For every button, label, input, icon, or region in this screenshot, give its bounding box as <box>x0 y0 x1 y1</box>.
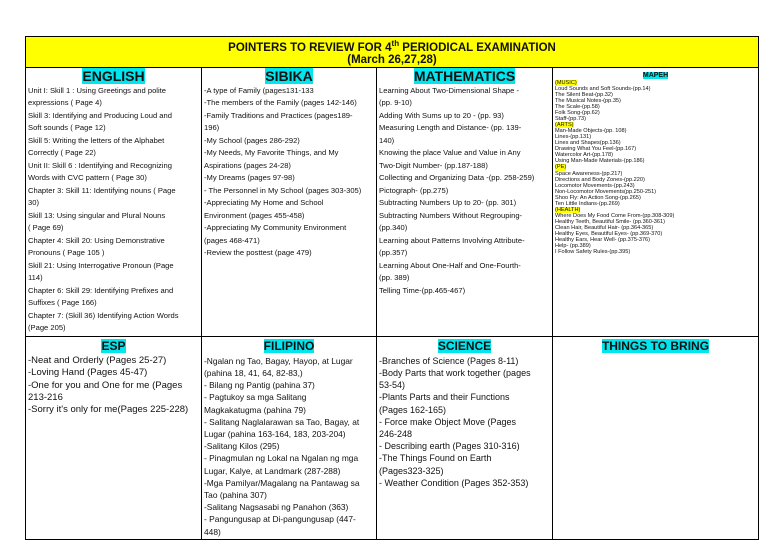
list-item: (pp. 389) <box>379 273 410 283</box>
list-item: (pp. 9-10) <box>379 98 412 108</box>
list-item: Folk Song-(pp.62) <box>555 110 600 117</box>
mathematics-heading: MATHEMATICS <box>413 67 516 84</box>
list-item: Shoo Fly: An Action Song-(pp.265) <box>555 194 641 201</box>
list-item: -My Needs, My Favorite Things, and My <box>204 148 339 158</box>
list-item: Chapter 3: Skill 11: Identifying nouns ( Page <box>28 185 176 195</box>
list-item: Chapter 4: Skill 20: Using Demonstrative <box>28 235 165 245</box>
list-item: Staff-(pp.73) <box>555 116 586 123</box>
list-item: Correctly ( Page 22) <box>28 148 96 158</box>
list-item: Measuring Length and Distance- (pp. 139- <box>379 123 522 133</box>
list-item: - The Personnel in My School (pages 303-305) <box>204 185 362 195</box>
filipino-cell <box>202 336 377 539</box>
sibika-heading: SIBIKA <box>265 67 313 84</box>
list-item: (pp.357) <box>379 248 408 258</box>
list-item: Skill 5: Writing the letters of the Alphabet <box>28 135 165 145</box>
list-item: - Pangungusap at Di-pangungusap (447- <box>204 514 356 525</box>
list-item: The Silent Beat-(pp.32) <box>555 91 613 98</box>
esp-topic-list <box>28 355 199 417</box>
science-topic-list <box>379 355 550 489</box>
mapeh-topic-list <box>555 80 756 255</box>
filipino-heading: FILIPINO <box>263 338 315 353</box>
list-item: (pages 468-471) <box>204 235 260 245</box>
list-item: Unit II: Skill 6 : Identifying and Recognizing <box>28 160 172 170</box>
sibika-topic-list <box>204 85 374 260</box>
list-item: -Mga Pamilyar/Magalang na Pantawag sa <box>204 477 360 488</box>
science-cell <box>377 336 553 539</box>
list-item: Subtracting Numbers Up to 20- (pp. 301) <box>379 198 517 208</box>
subjects-row-1 <box>26 67 759 336</box>
list-item: (Pages 162-165) <box>379 404 447 415</box>
mathematics-cell <box>377 67 553 336</box>
list-item: -Salitang Nagsasabi ng Panahon (363) <box>204 502 349 513</box>
list-item: 140) <box>379 135 395 145</box>
mapeh-section-label: (HEALTH) <box>555 206 581 213</box>
list-item: Pronouns ( Page 105 ) <box>28 248 105 258</box>
list-item: The Musical Notes-(pp.35) <box>555 97 621 104</box>
list-item: Clean Hair, Beautiful Hair- (pp.364-365) <box>555 224 654 231</box>
exam-dates: (March 26,27,28) <box>347 54 437 67</box>
mapeh-heading: MAPEH <box>642 71 669 79</box>
page-title: POINTERS TO REVIEW FOR 4th PERIODICAL EXAMINATION <box>228 39 556 54</box>
mathematics-topic-list <box>379 85 550 298</box>
list-item: -My Dreams (pages 97-98) <box>204 173 295 183</box>
list-item: Healthy Teeth, Beautiful Smile- (pp.360-361) <box>555 218 665 225</box>
english-cell <box>26 67 202 336</box>
list-item: I Follow Safety Rules-(pp.395) <box>555 249 631 256</box>
list-item: Non-Locomotor Movements(pp.250-251) <box>555 188 657 195</box>
list-item: Healthy Eyes, Beautiful Eyes- (pp.369-370) <box>555 231 663 237</box>
list-item: Magkakatugma (pahina 79) <box>204 404 306 415</box>
list-item: -Review the posttest (page 479) <box>204 248 312 258</box>
list-item: -Plants Parts and their Functions <box>379 392 510 403</box>
list-item: 196) <box>204 123 220 133</box>
list-item: Collecting and Organizing Data -(pp. 258-259) <box>379 173 535 183</box>
science-heading: SCIENCE <box>437 338 492 353</box>
list-item: 448) <box>204 526 221 537</box>
list-item: ( Page 69) <box>28 223 64 233</box>
list-item: Healthy Ears, Hear Well- (pp.375-376) <box>555 237 651 244</box>
list-item: (Page 205) <box>28 323 66 333</box>
list-item: Skill 3: Identifying and Producing Loud and <box>28 110 172 120</box>
list-item: Help- (pp.389) <box>555 243 591 250</box>
list-item: Unit I: Skill 1 : Using Greetings and polite <box>28 85 167 95</box>
list-item: - Force make Object Move (Pages <box>379 416 517 427</box>
subjects-row-2 <box>26 336 759 539</box>
list-item: Words with CVC pattern ( Page 30) <box>28 173 147 183</box>
list-item: Learning About One-Half and One-Fourth- <box>379 260 521 270</box>
list-item: Telling Time-(pp.465-467) <box>379 285 466 295</box>
list-item: Chapter 6: Skill 29: Identifying Prefixes and <box>28 285 174 295</box>
list-item: -Body Parts that work together (pages <box>379 368 531 379</box>
list-item: - Describing earth (Pages 310-316) <box>379 441 520 452</box>
sibika-cell <box>202 67 377 336</box>
list-item: 53-54) <box>379 380 406 391</box>
list-item: Learning about Patterns Involving Attribute- <box>379 235 525 245</box>
list-item: Using Man-Made Materials-(pp.186) <box>555 158 645 165</box>
list-item: - Salitang Naglalarawan sa Tao, Bagay, at <box>204 416 360 427</box>
list-item: (Pages323-325) <box>379 465 444 476</box>
list-item: -One for you and One for me (Pages <box>28 379 183 391</box>
list-item: Locomotor Movements-(pp.243) <box>555 182 635 189</box>
list-item: (pp.340) <box>379 223 408 233</box>
list-item: Lines and Shapes(pp.136) <box>555 140 621 147</box>
list-item: -Salitang Kilos (295) <box>204 441 280 452</box>
esp-cell <box>26 336 202 539</box>
things-cell <box>553 336 759 539</box>
list-item: 30) <box>28 198 39 208</box>
list-item: -Sorry it's only for me(Pages 225-228) <box>28 404 189 416</box>
list-item: -The members of the Family (pages 142-146) <box>204 98 357 108</box>
list-item: Aspirations (pages 24-28) <box>204 160 291 170</box>
english-heading: ENGLISH <box>82 67 145 84</box>
review-table <box>25 36 759 540</box>
list-item: Skill 21: Using Interrogative Pronoun (Page <box>28 260 174 270</box>
list-item: Space Awareness-(pp.217) <box>555 170 623 177</box>
list-item: Lugar (pahina 163-164, 183, 203-204) <box>204 429 346 440</box>
list-item: Environment (pages 455-458) <box>204 210 305 220</box>
things-to-bring-heading: THINGS TO BRING <box>601 338 710 353</box>
list-item: Knowing the place Value and Value in Any <box>379 148 521 158</box>
list-item: -The Things Found on Earth <box>379 453 492 464</box>
list-item: -Neat and Orderly (Pages 25-27) <box>28 354 167 366</box>
list-item: - Pinagmulan ng Lokal na Ngalan ng mga <box>204 453 359 464</box>
list-item: Pictograph- (pp.275) <box>379 185 449 195</box>
list-item: Subtracting Numbers Without Regrouping- <box>379 210 523 220</box>
title-row <box>26 37 759 68</box>
mapeh-section-label: (MUSIC) <box>555 79 577 86</box>
list-item: (pahina 18, 41, 64, 82-83,) <box>204 368 303 379</box>
list-item: Man-Made Objects-(pp. 108) <box>555 128 627 135</box>
list-item: -Family Traditions and Practices (pages189- <box>204 110 353 120</box>
mapeh-cell <box>553 67 759 336</box>
list-item: -Appreciating My Community Environment <box>204 223 347 233</box>
review-sheet <box>25 36 758 537</box>
list-item: -My School (pages 286-292) <box>204 135 300 145</box>
list-item: Two-Digit Number- (pp.187-188) <box>379 160 488 170</box>
mapeh-section-label: (PE) <box>555 164 567 171</box>
list-item: Ten Little Indians-(pp.269) <box>555 200 620 207</box>
list-item: Suffixes ( Page 166) <box>28 298 97 308</box>
list-item: 114) <box>28 273 43 283</box>
esp-heading: ESP <box>101 338 126 353</box>
list-item: -Branches of Science (Pages 8-11) <box>379 355 519 366</box>
list-item: expressions ( Page 4) <box>28 98 102 108</box>
list-item: - Pagtukoy sa mga Salitang <box>204 392 307 403</box>
list-item: - Bilang ng Pantig (pahina 37) <box>204 380 315 391</box>
list-item: Watercolor Art-(pp.178) <box>555 152 613 159</box>
list-item: Adding With Sums up to 20 - (pp. 93) <box>379 110 504 120</box>
list-item: Lugar, Kalye, at Landmark (287-288) <box>204 465 341 476</box>
list-item: Lines-(pp.131) <box>555 134 592 141</box>
list-item: 246-248 <box>379 429 413 440</box>
list-item: 213-216 <box>28 392 63 404</box>
list-item: Chapter 7: (Skill 36) Identifying Action Words <box>28 310 179 320</box>
list-item: Skill 13: Using singular and Plural Nouns <box>28 210 166 220</box>
filipino-topic-list <box>204 355 374 538</box>
list-item: Where Does My Food Come From-(pp.308-309) <box>555 212 675 219</box>
mapeh-section-label: (ARTS) <box>555 122 574 129</box>
list-item: Learning About Two-Dimensional Shape - <box>379 85 520 95</box>
list-item: Soft sounds ( Page 12) <box>28 123 106 133</box>
title-cell <box>26 37 759 68</box>
list-item: The Scale-(pp.58) <box>555 104 600 111</box>
list-item: Loud Sounds and Soft Sounds-(pp.14) <box>555 85 651 92</box>
list-item: -Appreciating My Home and School <box>204 198 324 208</box>
list-item: -Loving Hand (Pages 45-47) <box>28 367 148 379</box>
list-item: -A type of Family (pages131-133 <box>204 85 314 95</box>
english-topic-list <box>28 85 199 335</box>
list-item: Drawing What You Feel-(pp.167) <box>555 146 637 153</box>
list-item: - Weather Condition (Pages 352-353) <box>379 477 529 488</box>
list-item: -Ngalan ng Tao, Bagay, Hayop, at Lugar <box>204 355 353 366</box>
list-item: Tao (pahina 307) <box>204 490 267 501</box>
list-item: Directions and Body Zones-(pp.220) <box>555 176 645 183</box>
